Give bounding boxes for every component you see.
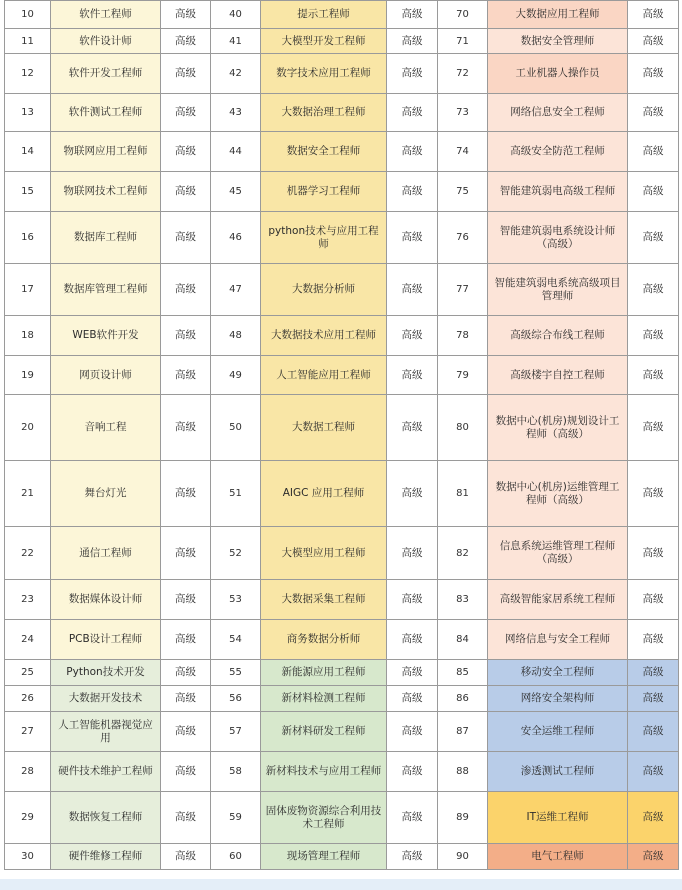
level-cell: 高级 bbox=[628, 94, 679, 132]
level-cell: 高级 bbox=[387, 461, 438, 527]
level-cell: 高级 bbox=[161, 620, 211, 660]
row-number-cell: 80 bbox=[438, 395, 488, 461]
row-number-cell: 86 bbox=[438, 686, 488, 712]
job-title-cell: 高级楼宇自控工程师 bbox=[488, 356, 628, 395]
job-title-cell: 软件设计师 bbox=[51, 29, 161, 54]
level-cell: 高级 bbox=[387, 660, 438, 686]
row-number-cell: 30 bbox=[5, 844, 51, 870]
table-row bbox=[5, 660, 679, 686]
row-number-cell: 47 bbox=[211, 264, 261, 316]
job-title-cell: 物联网应用工程师 bbox=[51, 132, 161, 172]
job-title-cell: 数据中心(机房)运维管理工程师（高级） bbox=[488, 461, 628, 527]
level-cell: 高级 bbox=[387, 686, 438, 712]
row-number-cell: 77 bbox=[438, 264, 488, 316]
level-cell: 高级 bbox=[628, 264, 679, 316]
level-cell: 高级 bbox=[161, 844, 211, 870]
row-number-cell: 50 bbox=[211, 395, 261, 461]
job-title-cell: 大数据工程师 bbox=[261, 395, 387, 461]
job-title-cell: 大模型开发工程师 bbox=[261, 29, 387, 54]
level-cell: 高级 bbox=[161, 29, 211, 54]
level-cell: 高级 bbox=[387, 752, 438, 792]
row-number-cell: 52 bbox=[211, 527, 261, 580]
row-number-cell: 75 bbox=[438, 172, 488, 212]
row-number-cell: 72 bbox=[438, 54, 488, 94]
row-number-cell: 85 bbox=[438, 660, 488, 686]
row-number-cell: 45 bbox=[211, 172, 261, 212]
job-title-cell: 高级智能家居系统工程师 bbox=[488, 580, 628, 620]
level-cell: 高级 bbox=[387, 132, 438, 172]
level-cell: 高级 bbox=[387, 792, 438, 844]
level-cell: 高级 bbox=[161, 580, 211, 620]
table-row bbox=[5, 172, 679, 212]
job-title-cell: PCB设计工程师 bbox=[51, 620, 161, 660]
job-title-cell: 电气工程师 bbox=[488, 844, 628, 870]
job-title-cell: 渗透测试工程师 bbox=[488, 752, 628, 792]
row-number-cell: 44 bbox=[211, 132, 261, 172]
level-cell: 高级 bbox=[628, 172, 679, 212]
job-title-cell: 工业机器人操作员 bbox=[488, 54, 628, 94]
level-cell: 高级 bbox=[161, 1, 211, 29]
job-title-cell: 大数据治理工程师 bbox=[261, 94, 387, 132]
table-row bbox=[5, 212, 679, 264]
level-cell: 高级 bbox=[161, 395, 211, 461]
job-title-cell: 大数据技术应用工程师 bbox=[261, 316, 387, 356]
job-title-cell: WEB软件开发 bbox=[51, 316, 161, 356]
row-number-cell: 19 bbox=[5, 356, 51, 395]
row-number-cell: 79 bbox=[438, 356, 488, 395]
job-title-cell: 网页设计师 bbox=[51, 356, 161, 395]
level-cell: 高级 bbox=[387, 620, 438, 660]
table-row bbox=[5, 752, 679, 792]
row-number-cell: 29 bbox=[5, 792, 51, 844]
row-number-cell: 57 bbox=[211, 712, 261, 752]
job-title-cell: 新材料技术与应用工程师 bbox=[261, 752, 387, 792]
row-number-cell: 84 bbox=[438, 620, 488, 660]
job-title-cell: 大模型应用工程师 bbox=[261, 527, 387, 580]
row-number-cell: 83 bbox=[438, 580, 488, 620]
table-row bbox=[5, 620, 679, 660]
job-title-cell: 商务数据分析师 bbox=[261, 620, 387, 660]
level-cell: 高级 bbox=[628, 1, 679, 29]
level-cell: 高级 bbox=[161, 356, 211, 395]
job-title-cell: IT运维工程师 bbox=[488, 792, 628, 844]
row-number-cell: 28 bbox=[5, 752, 51, 792]
row-number-cell: 55 bbox=[211, 660, 261, 686]
job-title-cell: 舞台灯光 bbox=[51, 461, 161, 527]
table-row bbox=[5, 580, 679, 620]
level-cell: 高级 bbox=[387, 264, 438, 316]
level-cell: 高级 bbox=[628, 752, 679, 792]
job-title-cell: 通信工程师 bbox=[51, 527, 161, 580]
row-number-cell: 53 bbox=[211, 580, 261, 620]
row-number-cell: 16 bbox=[5, 212, 51, 264]
job-title-cell: 硬件维修工程师 bbox=[51, 844, 161, 870]
level-cell: 高级 bbox=[628, 461, 679, 527]
level-cell: 高级 bbox=[628, 712, 679, 752]
row-number-cell: 15 bbox=[5, 172, 51, 212]
level-cell: 高级 bbox=[387, 527, 438, 580]
job-title-cell: 高级综合布线工程师 bbox=[488, 316, 628, 356]
level-cell: 高级 bbox=[628, 580, 679, 620]
row-number-cell: 40 bbox=[211, 1, 261, 29]
job-title-cell: 人工智能机器视觉应用 bbox=[51, 712, 161, 752]
row-number-cell: 10 bbox=[5, 1, 51, 29]
level-cell: 高级 bbox=[161, 264, 211, 316]
job-title-cell: 信息系统运维管理工程师（高级） bbox=[488, 527, 628, 580]
table-row bbox=[5, 712, 679, 752]
row-number-cell: 22 bbox=[5, 527, 51, 580]
table-row bbox=[5, 264, 679, 316]
job-title-cell: 高级安全防范工程师 bbox=[488, 132, 628, 172]
job-title-cell: 网络信息与安全工程师 bbox=[488, 620, 628, 660]
job-title-cell: 智能建筑弱电系统高级项目管理师 bbox=[488, 264, 628, 316]
level-cell: 高级 bbox=[161, 527, 211, 580]
row-number-cell: 27 bbox=[5, 712, 51, 752]
job-title-cell: 网络信息安全工程师 bbox=[488, 94, 628, 132]
job-title-cell: 大数据应用工程师 bbox=[488, 1, 628, 29]
table-row bbox=[5, 94, 679, 132]
row-number-cell: 70 bbox=[438, 1, 488, 29]
table-row bbox=[5, 461, 679, 527]
level-cell: 高级 bbox=[628, 395, 679, 461]
row-number-cell: 51 bbox=[211, 461, 261, 527]
table-row bbox=[5, 395, 679, 461]
level-cell: 高级 bbox=[387, 395, 438, 461]
job-title-cell: 音响工程 bbox=[51, 395, 161, 461]
level-cell: 高级 bbox=[628, 620, 679, 660]
level-cell: 高级 bbox=[387, 29, 438, 54]
level-cell: 高级 bbox=[161, 660, 211, 686]
row-number-cell: 46 bbox=[211, 212, 261, 264]
job-title-cell: 软件开发工程师 bbox=[51, 54, 161, 94]
row-number-cell: 54 bbox=[211, 620, 261, 660]
row-number-cell: 13 bbox=[5, 94, 51, 132]
table-row bbox=[5, 1, 679, 29]
row-number-cell: 42 bbox=[211, 54, 261, 94]
level-cell: 高级 bbox=[161, 461, 211, 527]
job-title-cell: 固体废物资源综合利用技术工程师 bbox=[261, 792, 387, 844]
job-title-cell: 数据媒体设计师 bbox=[51, 580, 161, 620]
table-row bbox=[5, 527, 679, 580]
level-cell: 高级 bbox=[387, 712, 438, 752]
job-title-cell: 现场管理工程师 bbox=[261, 844, 387, 870]
job-title-cell: 数据安全工程师 bbox=[261, 132, 387, 172]
level-cell: 高级 bbox=[387, 94, 438, 132]
table-row bbox=[5, 792, 679, 844]
job-title-cell: 数据恢复工程师 bbox=[51, 792, 161, 844]
job-title-cell: 新材料研发工程师 bbox=[261, 712, 387, 752]
table-row bbox=[5, 132, 679, 172]
row-number-cell: 11 bbox=[5, 29, 51, 54]
row-number-cell: 59 bbox=[211, 792, 261, 844]
row-number-cell: 12 bbox=[5, 54, 51, 94]
job-title-cell: 安全运维工程师 bbox=[488, 712, 628, 752]
certification-table bbox=[4, 0, 679, 870]
table-row bbox=[5, 686, 679, 712]
row-number-cell: 26 bbox=[5, 686, 51, 712]
job-title-cell: 软件工程师 bbox=[51, 1, 161, 29]
row-number-cell: 90 bbox=[438, 844, 488, 870]
job-title-cell: 智能建筑弱电高级工程师 bbox=[488, 172, 628, 212]
row-number-cell: 49 bbox=[211, 356, 261, 395]
level-cell: 高级 bbox=[161, 712, 211, 752]
level-cell: 高级 bbox=[387, 844, 438, 870]
table-row bbox=[5, 54, 679, 94]
level-cell: 高级 bbox=[628, 792, 679, 844]
job-title-cell: 网络安全架构师 bbox=[488, 686, 628, 712]
row-number-cell: 60 bbox=[211, 844, 261, 870]
row-number-cell: 41 bbox=[211, 29, 261, 54]
job-title-cell: 智能建筑弱电系统设计师（高级） bbox=[488, 212, 628, 264]
level-cell: 高级 bbox=[628, 132, 679, 172]
table-row bbox=[5, 356, 679, 395]
row-number-cell: 18 bbox=[5, 316, 51, 356]
level-cell: 高级 bbox=[161, 172, 211, 212]
row-number-cell: 48 bbox=[211, 316, 261, 356]
job-title-cell: 人工智能应用工程师 bbox=[261, 356, 387, 395]
row-number-cell: 56 bbox=[211, 686, 261, 712]
job-title-cell: 数据中心(机房)规划设计工程师（高级） bbox=[488, 395, 628, 461]
level-cell: 高级 bbox=[161, 792, 211, 844]
table-row bbox=[5, 29, 679, 54]
job-title-cell: 数字技术应用工程师 bbox=[261, 54, 387, 94]
row-number-cell: 89 bbox=[438, 792, 488, 844]
level-cell: 高级 bbox=[387, 580, 438, 620]
table-row bbox=[5, 844, 679, 870]
job-title-cell: 硬件技术维护工程师 bbox=[51, 752, 161, 792]
level-cell: 高级 bbox=[628, 686, 679, 712]
row-number-cell: 88 bbox=[438, 752, 488, 792]
job-title-cell: python技术与应用工程师 bbox=[261, 212, 387, 264]
level-cell: 高级 bbox=[161, 132, 211, 172]
job-title-cell: 大数据分析师 bbox=[261, 264, 387, 316]
row-number-cell: 58 bbox=[211, 752, 261, 792]
level-cell: 高级 bbox=[161, 94, 211, 132]
level-cell: 高级 bbox=[628, 212, 679, 264]
job-title-cell: 新材料检测工程师 bbox=[261, 686, 387, 712]
level-cell: 高级 bbox=[387, 212, 438, 264]
job-title-cell: 机器学习工程师 bbox=[261, 172, 387, 212]
job-title-cell: AIGC 应用工程师 bbox=[261, 461, 387, 527]
row-number-cell: 21 bbox=[5, 461, 51, 527]
job-title-cell: 大数据采集工程师 bbox=[261, 580, 387, 620]
level-cell: 高级 bbox=[387, 356, 438, 395]
row-number-cell: 81 bbox=[438, 461, 488, 527]
row-number-cell: 87 bbox=[438, 712, 488, 752]
level-cell: 高级 bbox=[161, 212, 211, 264]
level-cell: 高级 bbox=[387, 316, 438, 356]
table-row bbox=[5, 316, 679, 356]
job-title-cell: 移动安全工程师 bbox=[488, 660, 628, 686]
level-cell: 高级 bbox=[628, 316, 679, 356]
footer-strip bbox=[0, 879, 682, 890]
row-number-cell: 71 bbox=[438, 29, 488, 54]
row-number-cell: 74 bbox=[438, 132, 488, 172]
job-title-cell: 物联网技术工程师 bbox=[51, 172, 161, 212]
job-title-cell: 提示工程师 bbox=[261, 1, 387, 29]
job-title-cell: 大数据开发技术 bbox=[51, 686, 161, 712]
level-cell: 高级 bbox=[387, 172, 438, 212]
level-cell: 高级 bbox=[161, 316, 211, 356]
level-cell: 高级 bbox=[628, 54, 679, 94]
level-cell: 高级 bbox=[628, 356, 679, 395]
row-number-cell: 25 bbox=[5, 660, 51, 686]
row-number-cell: 43 bbox=[211, 94, 261, 132]
row-number-cell: 76 bbox=[438, 212, 488, 264]
row-number-cell: 73 bbox=[438, 94, 488, 132]
row-number-cell: 23 bbox=[5, 580, 51, 620]
job-title-cell: 软件测试工程师 bbox=[51, 94, 161, 132]
table-body bbox=[5, 1, 679, 870]
row-number-cell: 20 bbox=[5, 395, 51, 461]
job-title-cell: 数据安全管理师 bbox=[488, 29, 628, 54]
row-number-cell: 24 bbox=[5, 620, 51, 660]
level-cell: 高级 bbox=[628, 844, 679, 870]
level-cell: 高级 bbox=[387, 54, 438, 94]
level-cell: 高级 bbox=[628, 660, 679, 686]
level-cell: 高级 bbox=[161, 54, 211, 94]
job-title-cell: 数据库管理工程师 bbox=[51, 264, 161, 316]
level-cell: 高级 bbox=[161, 752, 211, 792]
level-cell: 高级 bbox=[161, 686, 211, 712]
level-cell: 高级 bbox=[628, 527, 679, 580]
row-number-cell: 14 bbox=[5, 132, 51, 172]
job-title-cell: Python技术开发 bbox=[51, 660, 161, 686]
level-cell: 高级 bbox=[628, 29, 679, 54]
level-cell: 高级 bbox=[387, 1, 438, 29]
job-title-cell: 数据库工程师 bbox=[51, 212, 161, 264]
row-number-cell: 17 bbox=[5, 264, 51, 316]
row-number-cell: 82 bbox=[438, 527, 488, 580]
job-title-cell: 新能源应用工程师 bbox=[261, 660, 387, 686]
row-number-cell: 78 bbox=[438, 316, 488, 356]
